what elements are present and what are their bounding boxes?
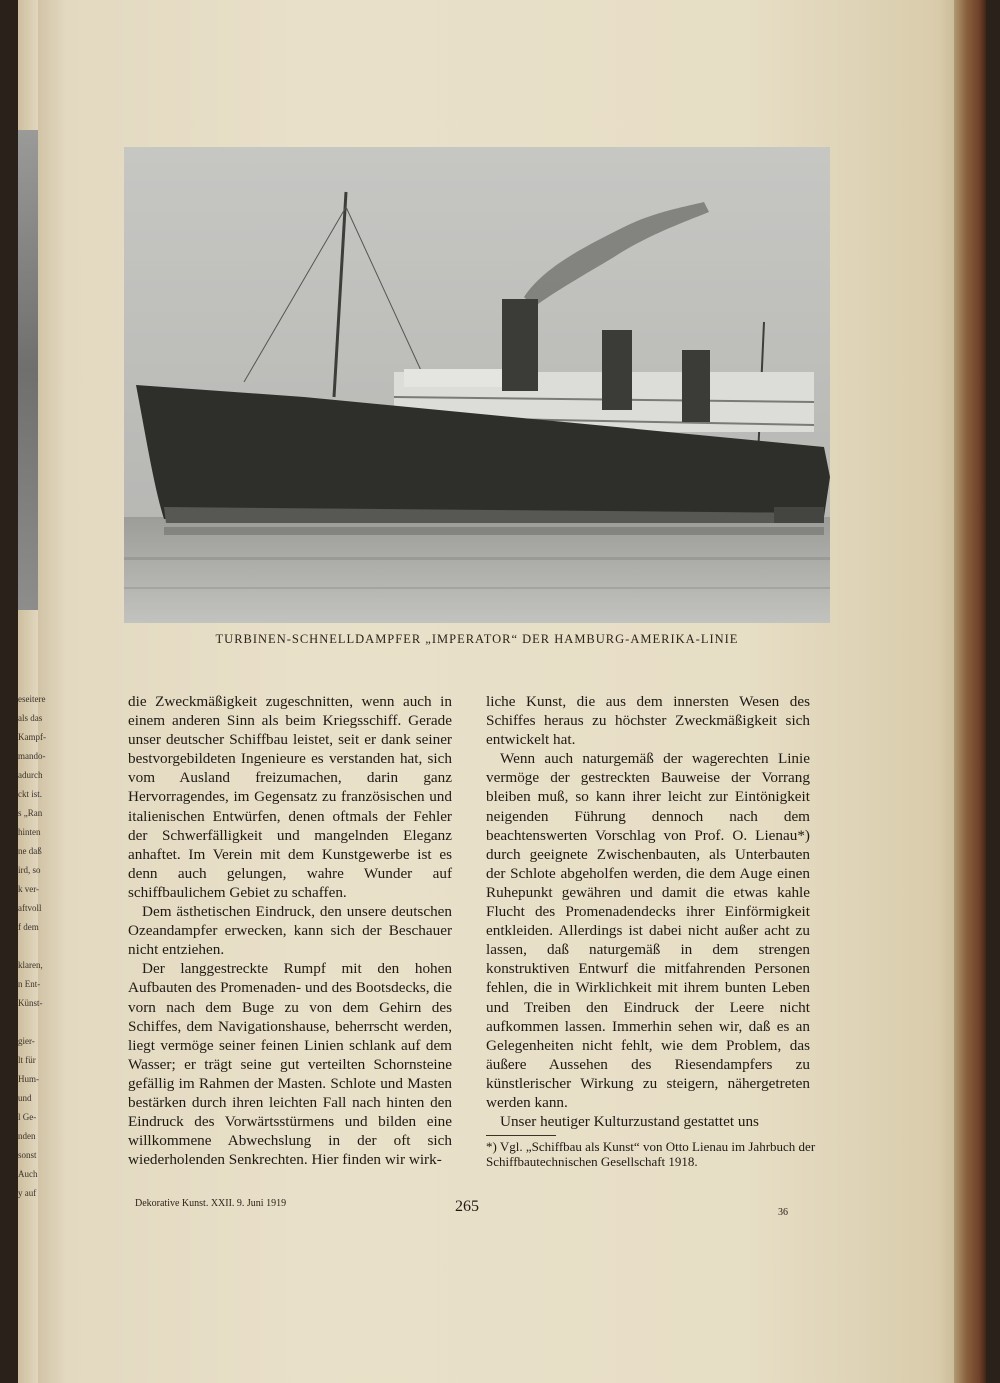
margin-fragment: als das bbox=[18, 713, 43, 723]
margin-fragment: n Ent- bbox=[18, 979, 41, 989]
margin-fragment: eseitere bbox=[18, 694, 46, 704]
facing-page-text-fragments bbox=[18, 690, 46, 1203]
margin-fragment: ne daß bbox=[18, 846, 42, 856]
margin-fragment: Hum- bbox=[18, 1074, 39, 1084]
margin-fragment: nden bbox=[18, 1131, 36, 1141]
text-column-left bbox=[128, 692, 452, 1169]
paragraph: Dem ästhetischen Eindruck, den unsere deutschen Ozeandampfer erwecken, kann sich der Beschauer nicht entziehen. bbox=[128, 903, 452, 959]
text-column-right bbox=[486, 692, 810, 1131]
footnote-rule bbox=[486, 1135, 556, 1136]
book-spine-edge bbox=[954, 0, 986, 1383]
paragraph: die Zweckmäßigkeit zugeschnitten, wenn auch in einem anderen Sinn als beim Kriegsschiff. Gerade unser deutscher Schiffbau leistet, seit er dank seiner bestvorgebildeten Ingenieure es verstanden hat, sich vom Ausland freizumachen, darin ganz Hervorragendes, im Gegensatz zu französischen und italienischen Entwürfen, denen oftmals der Fehler der Schwerfälligkeit und mangelnden Eleganz anhaftet. Im Verein mit dem Kunstgewerbe ist es denn auch gelungen, wahre Wunder auf schiffbaulichem Gebiet zu schaffen. bbox=[128, 693, 452, 901]
footnote: *) Vgl. „Schiffbau als Kunst“ von Otto Lienau im Jahrbuch der Schiffbautechnischen Gesellschaft 1918. bbox=[486, 1139, 816, 1169]
facing-page-edge bbox=[18, 0, 46, 1383]
signature-mark: 36 bbox=[778, 1207, 788, 1218]
paragraph: Unser heutiger Kulturzustand gestattet uns bbox=[500, 1113, 759, 1131]
paragraph: Der langgestreckte Rumpf mit den hohen Aufbauten des Promenaden- und des Bootsdecks, die vorn nach dem Buge zu von dem Gehirn des Schiffes, dem Navigationshause, beherrscht werden, liegt vermöge seiner feinen Linien schlank auf dem Wasser; er trägt seine gut verteilten Schornsteine gefällig im Rahmen der Masten. Schlote und Masten bestärken durch ihren leichten Fall nach hinten den Eindruck des Vorwärtsstürmens und bilden eine willkommene Abwechslung in der oft sich wiederholenden Senkrechten. Hier finden wir wirk- bbox=[128, 960, 452, 1169]
figure-caption: TURBINEN-SCHNELLDAMPFER „IMPERATOR“ DER HAMBURG-AMERIKA-LINIE bbox=[215, 632, 739, 646]
margin-fragment: k ver- bbox=[18, 884, 40, 894]
margin-fragment: ckt ist. bbox=[18, 789, 42, 799]
margin-fragment: und bbox=[18, 1093, 32, 1103]
margin-fragment: lt für bbox=[18, 1055, 36, 1065]
margin-fragment: hinten bbox=[18, 827, 41, 837]
margin-fragment: y auf bbox=[18, 1188, 37, 1198]
page-number: 265 bbox=[455, 1198, 479, 1215]
margin-fragment: adurch bbox=[18, 770, 43, 780]
margin-fragment: Künst- bbox=[18, 998, 43, 1008]
journal-footer: Dekorative Kunst. XXII. 9. Juni 1919 bbox=[135, 1198, 287, 1209]
margin-fragment: aftvoll bbox=[18, 903, 42, 913]
margin-fragment: s „Ran bbox=[18, 808, 43, 818]
paragraph: liche Kunst, die aus dem innersten Wesen des Schiffes heraus zu höchster Zweckmäßigkeit sich entwickelt hat. bbox=[486, 693, 810, 749]
margin-fragment: mando- bbox=[18, 751, 46, 761]
margin-fragment: sonst bbox=[18, 1150, 37, 1160]
margin-fragment: ird, so bbox=[18, 865, 41, 875]
facing-page-photo-fragment bbox=[18, 130, 38, 610]
ship-photo bbox=[124, 147, 830, 623]
margin-fragment: Kampf- bbox=[18, 732, 46, 742]
margin-fragment bbox=[18, 1013, 38, 1032]
margin-fragment: f dem bbox=[18, 922, 39, 932]
margin-fragment: Auch bbox=[18, 1169, 38, 1179]
margin-fragment: l Ge- bbox=[18, 1112, 37, 1122]
paragraph: Wenn auch naturgemäß der wagerechten Linie vermöge der gestreckten Bauweise der Vorrang bleiben muß, so kann ihrer leicht zur Eintönigkeit neigenden Führung dennoch nach dem beachtenswerten Vorschlag von Prof. O. Lienau*) durch geeignete Zwischenbauten, als Unterbauten der Schlote abgeholfen werden, die dem Auge einen Ruhepunkt gewähren und damit die etwas kahle Flucht des Promenadendecks ihrer Einförmigkeit entkleiden. Allerdings ist dabei nicht außer acht zu lassen, daß naturgemäß in dem strengen konstruktiven Entwurf die mitfahrenden Personen fehlen, die in Wirklichkeit mit ihrem bunten Leben und Treiben den Eindruck der Leere nicht aufkommen lassen. Immerhin sehen wir, daß es an Gelegenheiten nicht fehlt, wie dem Problem, das äußere Aussehen des Riesendampfers zu künstlerischer Wirkung zu steigern, nähergetreten werden kann. bbox=[486, 750, 810, 1111]
margin-fragment bbox=[18, 937, 38, 956]
margin-fragment: klaren, bbox=[18, 960, 43, 970]
margin-fragment: gier- bbox=[18, 1036, 35, 1046]
book-page bbox=[18, 0, 986, 1383]
